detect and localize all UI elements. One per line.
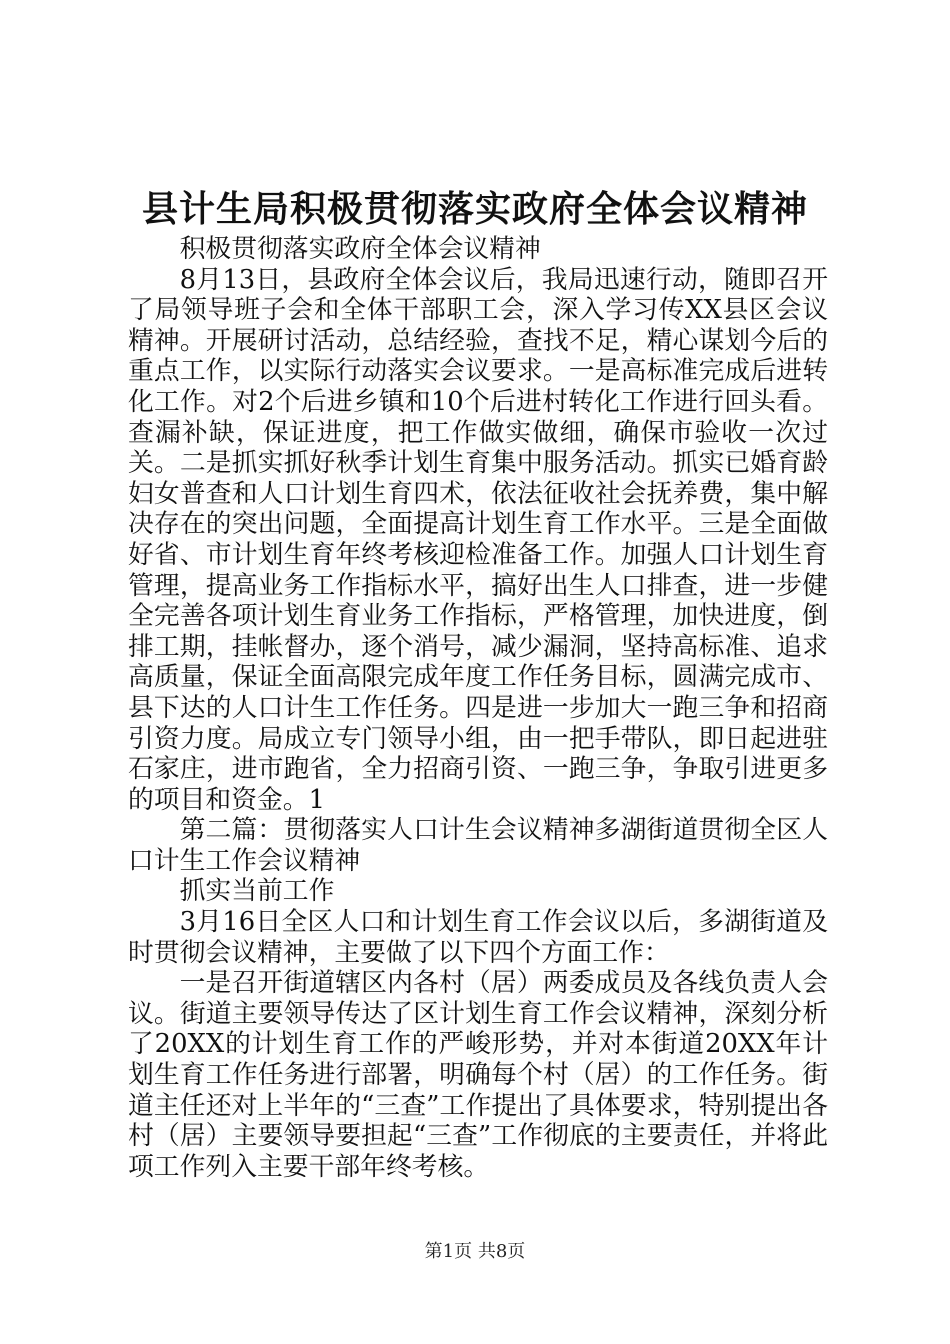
- paragraph-subtitle: 积极贯彻落实政府全体会议精神: [179, 234, 541, 264]
- paragraph-main: 8月13日，县政府全体会议后，我局迅速行动，随即召开了局领导班子会和全体干部职工会，深入学习传XX县区会议精神。开展研讨活动，总结经验，查找不足，精心谋划今后的重点工作，以实际行动落实会议要求。一是高标准完成后进转化工作。对2个后进乡镇和10个后进村转化工作进行回头看。查漏补缺，保证进度，把工作做实做细，确保市验收一次过关。二是抓实抓好秋季计划生育集中服务活动。抓实已婚育龄妇女普查和人口计划生育四术，依法征收社会抚养费，集中解决存在的突出问题，全面提高计划生育工作水平。三是全面做好省、市计划生育年终考核迎检准备工作。加强人口计划生育管理，提高业务工作指标水平，搞好出生人口排查，进一步健全完善各项计划生育业务工作指标，严格管理，加快进度，倒排工期，挂帐督办，逐个消号，减少漏洞，坚持高标准、追求高质量，保证全面高限完成年度工作任务目标，圆满完成市、县下达的人口计生工作任务。四是进一步加大一跑三争和招商引资力度。局成立专门领导小组，由一把手带队，即日起进驻石家庄，进市跑省，全力招商引资、一跑三争，争取引进更多的项目和资金。1: [128, 264, 828, 815]
- paragraph-section-heading: 第二篇：贯彻落实人口计生会议精神多湖街道贯彻全区人口计生工作会议精神: [128, 815, 828, 876]
- page-number-footer: 第1页 共8页: [424, 1241, 526, 1262]
- document-body: [128, 234, 828, 1182]
- document-title: 县计生局积极贯彻落实政府全体会议精神: [141, 188, 808, 230]
- paragraph-section-subheading: 抓实当前工作: [179, 876, 335, 907]
- paragraph-point-one: 一是召开街道辖区内各村（居）两委成员及各线负责人会议。街道主要领导传达了区计划生育工作会议精神，深刻分析了20XX的计划生育工作的严峻形势，并对本街道20XX年计划生育工作任务进行部署，明确每个村（居）的工作任务。街道主任还对上半年的“三查”工作提出了具体要求，特别提出各村（居）主要领导要担起“三查”工作彻底的主要责任，并将此项工作列入主要干部年终考核。: [128, 968, 828, 1182]
- paragraph-intro: 3月16日全区人口和计划生育工作会议以后，多湖街道及时贯彻会议精神，主要做了以下四个方面工作：: [128, 907, 828, 968]
